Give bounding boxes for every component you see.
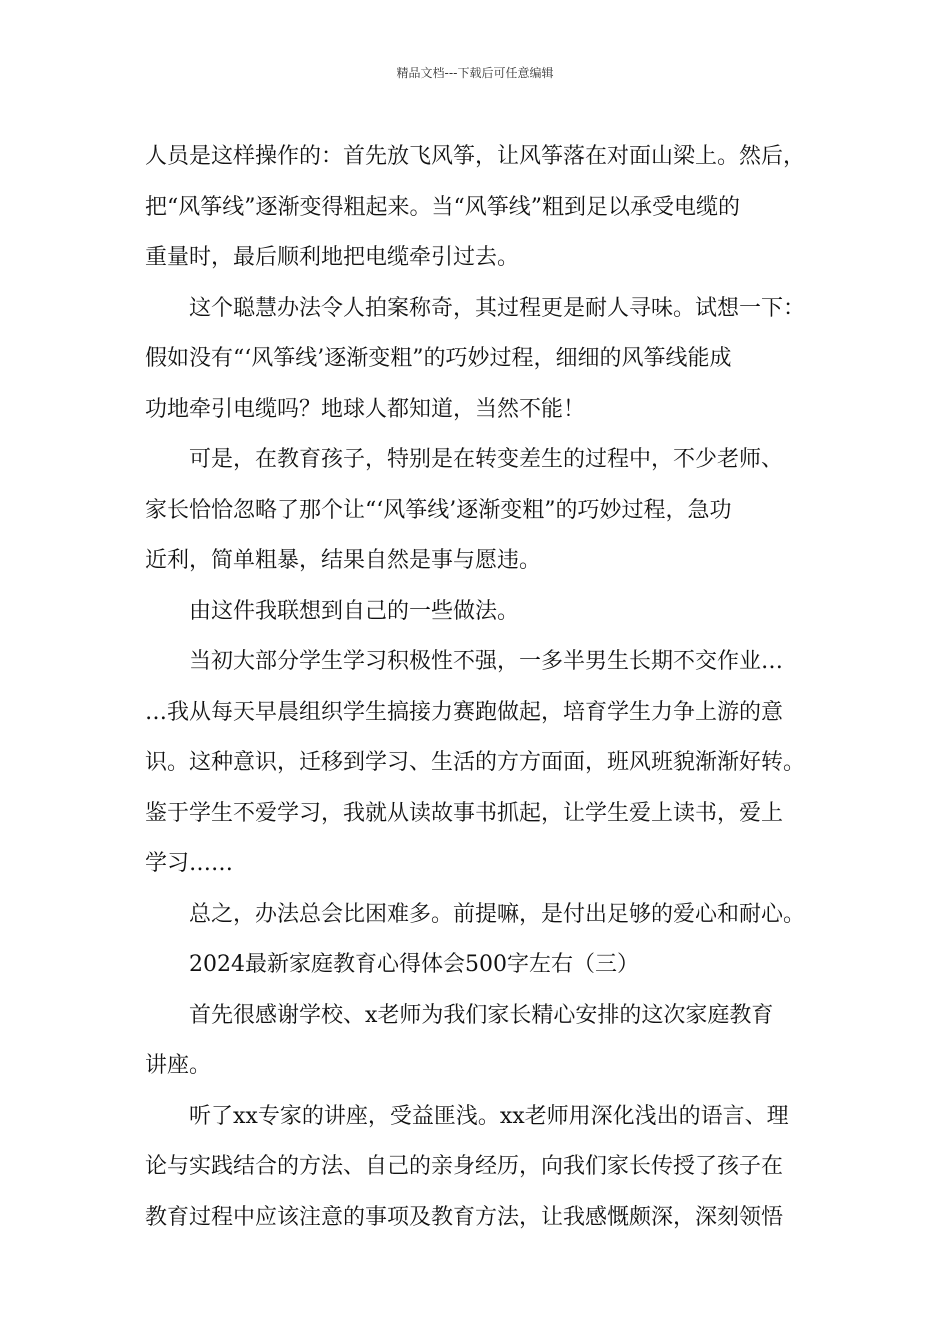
text-line: 听了xx专家的讲座，受益匪浅。xx老师用深化浅出的语言、理 (189, 1103, 789, 1129)
document-body (145, 132, 825, 1243)
text-line: 由这件我联想到自己的一些做法。 (189, 598, 520, 624)
text-line: 近利，简单粗暴，结果自然是事与愿违。 (145, 548, 542, 573)
text-line: 把“风筝线”逐渐变得粗起来。当“风筝线”粗到足以承受电缆的 (145, 194, 740, 220)
text-line: 家长恰恰忽略了那个让“‘风筝线’逐渐变粗”的巧妙过程，急功 (145, 497, 732, 523)
text-line: 讲座。 (145, 1053, 212, 1078)
text-line: 识。这种意识，迁移到学习、生活的方方面面，班风班貌渐渐好转。 (145, 750, 806, 775)
text-line: 总之，办法总会比困难多。前提嘛，是付出足够的爱心和耐心。 (189, 901, 806, 927)
section-heading: 2024最新家庭教育心得体会500字左右（三） (189, 952, 639, 977)
text-line: 假如没有“‘风筝线’逐渐变粗”的巧妙过程，细细的风筝线能成 (145, 346, 732, 371)
text-line: 学习…… (145, 851, 234, 876)
text-line: …我从每天早晨组织学生搞接力赛跑做起，培育学生力争上游的意 (145, 699, 784, 725)
text-line: 教育过程中应该注意的事项及教育方法，让我感慨颇深，深刻领悟 (145, 1204, 784, 1230)
text-line: 这个聪慧办法令人拍案称奇，其过程更是耐人寻味。试想一下： (189, 295, 806, 321)
text-line: 鉴于学生不爱学习，我就从读故事书抓起，让学生爱上读书，爱上 (145, 800, 784, 826)
page-header: 精品文档---下载后可任意编辑 (396, 66, 554, 80)
text-line: 当初大部分学生学习积极性不强，一多半男生长期不交作业… (189, 649, 784, 674)
text-line: 人员是这样操作的：首先放飞风筝，让风筝落在对面山梁上。然后， (145, 144, 806, 169)
text-line: 论与实践结合的方法、自己的亲身经历，向我们家长传授了孩子在 (145, 1154, 784, 1179)
text-line: 重量时，最后顺利地把电缆牵引过去。 (145, 245, 520, 270)
text-line: 首先很感谢学校、x老师为我们家长精心安排的这次家庭教育 (189, 1002, 774, 1028)
text-line: 功地牵引电缆吗？地球人都知道，当然不能！ (145, 396, 586, 422)
text-line: 可是，在教育孩子，特别是在转变差生的过程中，不少老师、 (189, 447, 784, 472)
